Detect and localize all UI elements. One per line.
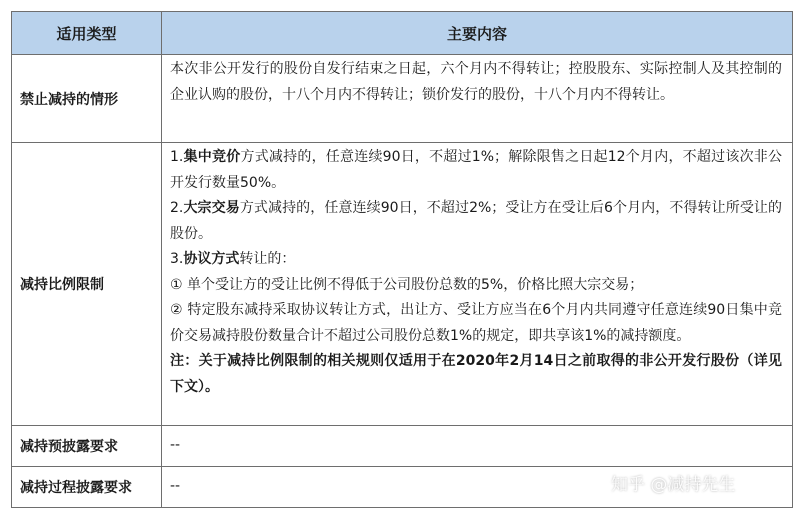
term-agreement-transfer: 协议方式 (183, 251, 240, 267)
table-header-row (12, 12, 793, 55)
watermark: 知乎 @减持先生 (611, 475, 736, 495)
row-content: -- (162, 426, 793, 467)
row-label: 禁止减持的情形 (12, 55, 162, 143)
row-content (162, 143, 793, 426)
row-content: 本次非公开发行的股份自发行结束之日起，六个月内不得转让；控股股东、实际控制人及其控制的企业认购的股份，十八个月内不得转让；锁价发行的股份，十八个月内不得转让。 (162, 55, 793, 143)
rules-table (11, 11, 793, 508)
term-block-trade: 大宗交易 (183, 200, 240, 216)
table-row (12, 55, 793, 143)
paragraph-agreement-transfer: 3.协议方式转让的： (170, 251, 296, 267)
row-label: 减持预披露要求 (12, 426, 162, 467)
paragraph-item-1: ① 单个受让方的受让比例不得低于公司股份总数的5%，价格比照大宗交易； (170, 276, 644, 293)
table-row (12, 143, 793, 426)
paragraph-centralized-bidding: 1.集中竞价方式减持的，任意连续90日，不超过1%；解除限售之日起12个月内，不超过该次非公开发行数量50%。 (170, 149, 783, 191)
paragraph-block-trade: 2.大宗交易方式减持的，任意连续90日，不超过2%；受让方在受让后6个月内，不得转让所受让的股份。 (170, 200, 782, 242)
row-label: 减持过程披露要求 (12, 467, 162, 508)
table-row (12, 426, 793, 467)
row-label: 减持比例限制 (12, 143, 162, 426)
note-paragraph: 注：关于减持比例限制的相关规则仅适用于在2020年2月14日之前取得的非公开发行股份（详见下文）。 (170, 353, 782, 395)
row-content: -- (162, 467, 793, 508)
term-centralized-bidding: 集中竞价 (183, 149, 241, 165)
header-type: 适用类型 (12, 12, 162, 55)
header-content: 主要内容 (162, 12, 793, 55)
paragraph-item-2: ② 特定股东减持采取协议转让方式，出让方、受让方应当在6个月内共同遵守任意连续90日集中竞价交易减持股份数量合计不超过公司股份总数1%的规定，即共享该1%的减持额度。 (170, 302, 782, 344)
